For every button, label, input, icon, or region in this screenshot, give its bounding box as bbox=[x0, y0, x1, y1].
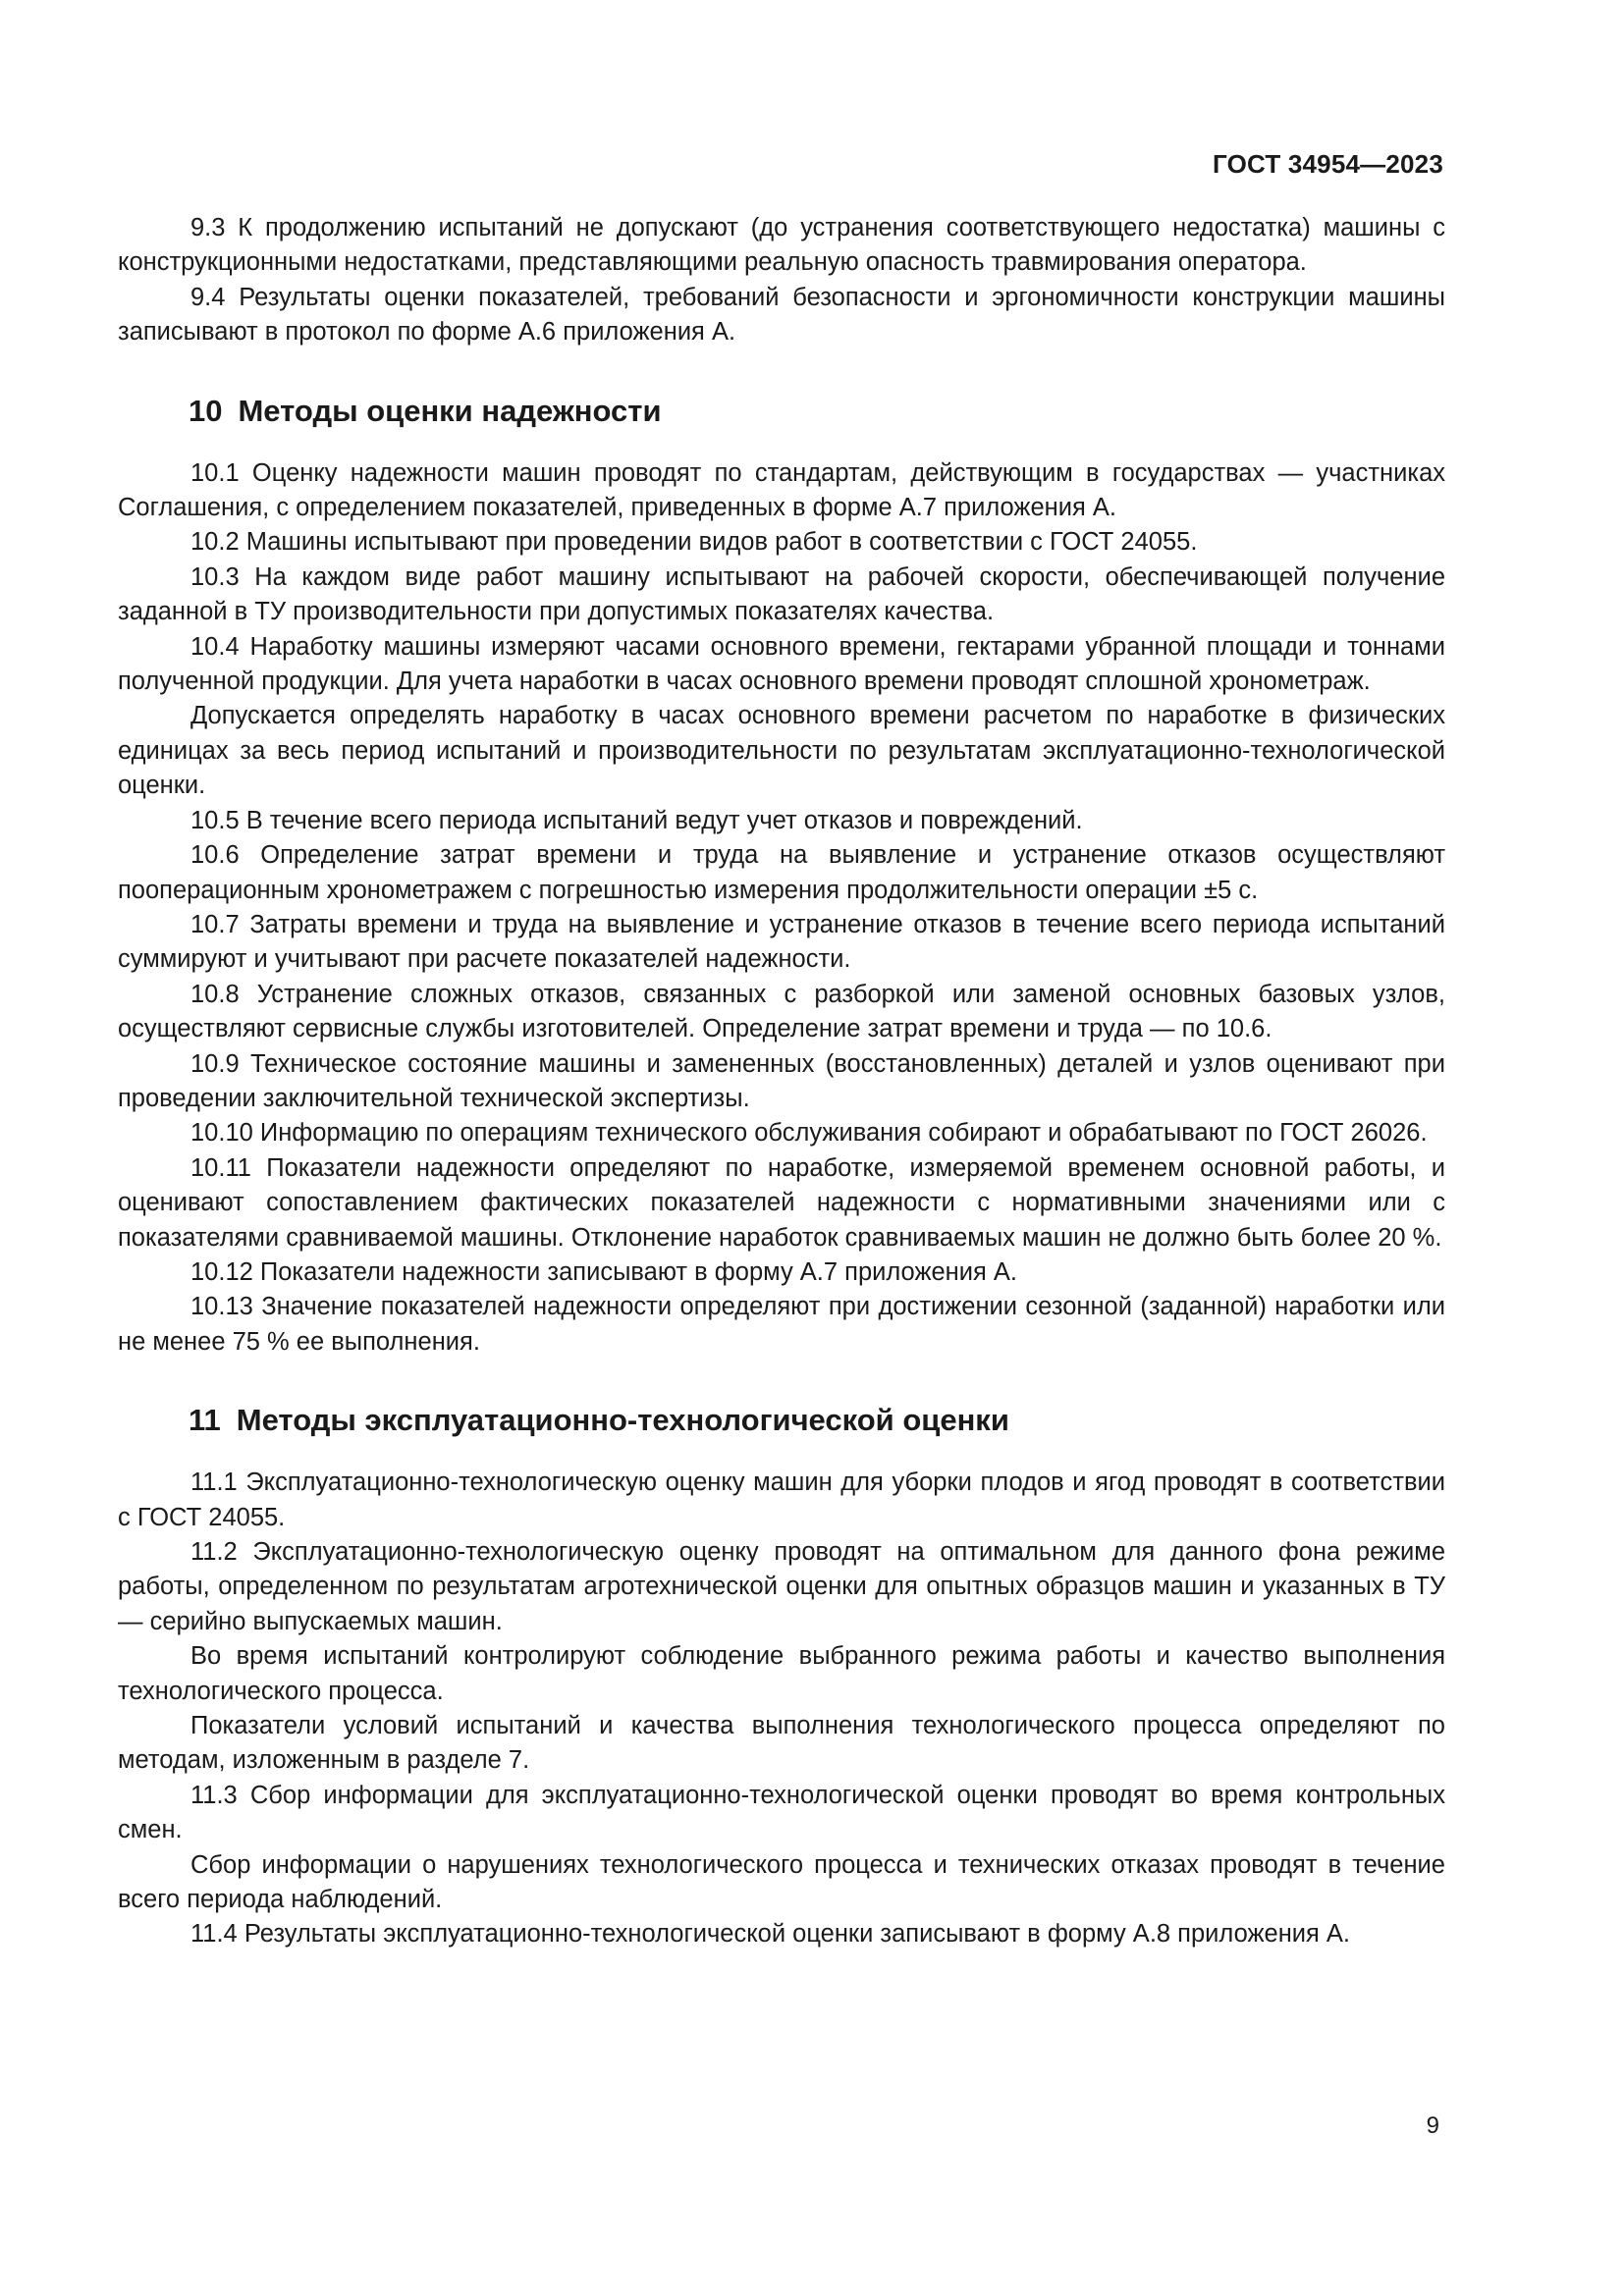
page-number: 9 bbox=[1426, 2112, 1439, 2139]
paragraph-10-7: 10.7 Затраты времени и труда на выявление и устранение отказов в течение всего периода испытаний суммируют и учитывают при расчете показателей надежности. bbox=[118, 910, 1445, 974]
section-10-number: 10 bbox=[189, 393, 223, 428]
paragraph-11-1: 11.1 Эксплуатационно-технологическую оценку машин для уборки плодов и ягод проводят в соответствии с ГОСТ 24055. bbox=[118, 1468, 1445, 1531]
paragraph-10-3: 10.3 На каждом виде работ машину испытывают на рабочей скорости, обеспечивающей получение заданной в ТУ производительности при допустимых показателях качества. bbox=[118, 562, 1445, 626]
section-9-tail bbox=[118, 211, 1445, 350]
paragraph-11-2-control: Во время испытаний контролируют соблюдение выбранного режима работы и качество выполнения технологического процесса. bbox=[118, 1642, 1445, 1705]
paragraph-10-8: 10.8 Устранение сложных отказов, связанных с разборкой или заменой основных базовых узлов, осуществляют сервисные службы изготовителей. Определение затрат времени и труда — по 10.6. bbox=[118, 980, 1445, 1043]
paragraph-9-4: 9.4 Результаты оценки показателей, требований безопасности и эргономичности конструкции машины записывают в протокол по форме А.6 приложения А. bbox=[118, 283, 1445, 347]
paragraph-10-1: 10.1 Оценку надежности машин проводят по стандартам, действующим в государствах — участниках Соглашения, с определением показателей, приведенных в форме А.7 приложения А. bbox=[118, 458, 1445, 522]
paragraph-10-13: 10.13 Значение показателей надежности определяют при достижении сезонной (заданной) наработки или не менее 75 % ее выполнения. bbox=[118, 1293, 1445, 1356]
section-11-heading bbox=[118, 1401, 1445, 1440]
paragraph-10-11: 10.11 Показатели надежности определяют по наработке, измеряемой временем основной работы, и оценивают сопоставлением фактических показателей надежности с нормативными значениями или с показателями сравниваемой машины. Отклонение наработок сравниваемых машин не должно быть более 20 %. bbox=[118, 1153, 1445, 1252]
section-11-body bbox=[118, 1466, 1445, 1952]
paragraph-11-2-methods: Показатели условий испытаний и качества выполнения технологического процесса определяют по методам, изложенным в разделе 7. bbox=[118, 1712, 1445, 1775]
paragraph-11-2: 11.2 Эксплуатационно-технологическую оценку проводят на оптимальном для данного фона режиме работы, определенном по результатам агротехнической оценки для опытных образцов машин и указанных в ТУ — серийно выпускаемых машин. bbox=[118, 1538, 1445, 1635]
paragraph-11-3-note: Сбор информации о нарушениях технологического процесса и технических отказах проводят в течение всего периода наблюдений. bbox=[118, 1850, 1445, 1914]
paragraph-10-9: 10.9 Техническое состояние машины и замененных (восстановленных) деталей и узлов оценивают при проведении заключительной технической экспертизы. bbox=[118, 1049, 1445, 1112]
paragraph-9-3: 9.3 К продолжению испытаний не допускают (до устранения соответствующего недостатка) машины с конструкционными недостатками, представляющими реальную опасность травмирования оператора. bbox=[118, 214, 1445, 277]
paragraph-10-5: 10.5 В течение всего периода испытаний ведут учет отказов и повреждений. bbox=[190, 806, 1083, 834]
section-10-heading bbox=[118, 392, 1445, 431]
paragraph-10-12: 10.12 Показатели надежности записывают в форму А.7 приложения А. bbox=[190, 1257, 1017, 1286]
paragraph-10-4-note: Допускается определять наработку в часах основного времени расчетом по наработке в физических единицах за весь период испытаний и производительности по результатам эксплуатационно-технологической оценки. bbox=[118, 702, 1445, 800]
section-11-number: 11 bbox=[189, 1403, 221, 1438]
paragraph-10-2: 10.2 Машины испытывают при проведении видов работ в соответствии с ГОСТ 24055. bbox=[190, 528, 1198, 557]
paragraph-11-4: 11.4 Результаты эксплуатационно-технологической оценки записывают в форму А.8 приложения А. bbox=[190, 1920, 1351, 1949]
document-id-header: ГОСТ 34954—2023 bbox=[1213, 149, 1443, 179]
paragraph-10-4: 10.4 Наработку машины измеряют часами основного времени, гектарами убранной площади и тоннами полученной продукции. Для учета наработки в часах основного времени проводят сплошной хронометраж. bbox=[118, 632, 1445, 696]
paragraph-10-6: 10.6 Определение затрат времени и труда на выявление и устранение отказов осуществляют пооперационным хронометражем с погрешностью измерения продолжительности операции ±5 с. bbox=[118, 841, 1445, 904]
section-10-title: Методы оценки надежности bbox=[238, 393, 662, 428]
paragraph-11-3: 11.3 Сбор информации для эксплуатационно-технологической оценки проводят во время контрольных смен. bbox=[118, 1781, 1445, 1844]
section-10-body bbox=[118, 456, 1445, 1361]
paragraph-10-10: 10.10 Информацию по операциям технического обслуживания собирают и обрабатывают по ГОСТ 26026. bbox=[190, 1119, 1428, 1148]
section-11-title: Методы эксплуатационно-технологической оценки bbox=[236, 1403, 1009, 1438]
page-content bbox=[118, 211, 1445, 1952]
